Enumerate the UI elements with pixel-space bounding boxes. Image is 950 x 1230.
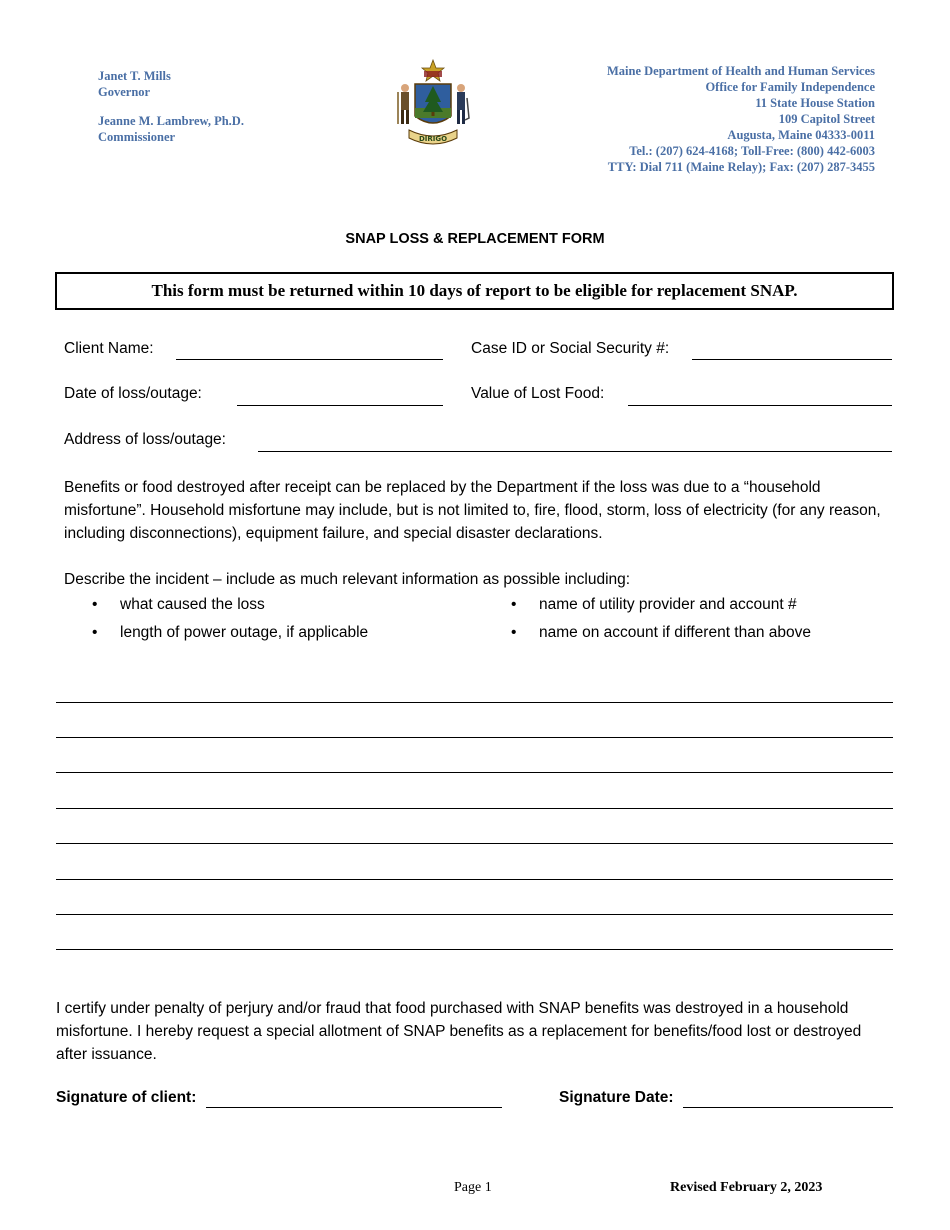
address-label: Address of loss/outage: — [64, 431, 226, 448]
bullet-icon: • — [92, 624, 98, 641]
value-lost-food-field[interactable] — [628, 405, 892, 406]
signature-label: Signature of client: — [56, 1089, 197, 1106]
commissioner-name: Jeanne M. Lambrew, Ph.D. — [98, 114, 244, 128]
incident-description-line[interactable] — [56, 737, 893, 738]
client-name-field[interactable] — [176, 359, 443, 360]
page-number: Page 1 — [454, 1180, 492, 1195]
seal-banner-text: DIRIGO — [418, 135, 448, 143]
incident-description-line[interactable] — [56, 702, 893, 703]
value-lost-food-label: Value of Lost Food: — [471, 385, 605, 402]
signature-date-field[interactable] — [683, 1107, 893, 1108]
date-of-loss-field[interactable] — [237, 405, 443, 406]
incident-description-line[interactable] — [56, 914, 893, 915]
incident-description-line[interactable] — [56, 879, 893, 880]
office-name: Office for Family Independence — [705, 80, 875, 94]
signature-date-label: Signature Date: — [559, 1089, 674, 1106]
household-misfortune-explanation: Benefits or food destroyed after receipt can be replaced by the Department if the loss was due to a “household misfortune”. Household misfortune may include, but is not limited to, fire, flood, storm, loss of electricity (for any reason, including disconnections), equipment failure, and special disaster declarations. — [64, 479, 881, 542]
client-name-label: Client Name: — [64, 340, 154, 357]
describe-incident-prompt: Describe the incident – include as much relevant information as possible including: — [64, 571, 631, 588]
bullet-list-right — [511, 596, 811, 652]
address-line-2: 109 Capitol Street — [778, 112, 875, 126]
address-field[interactable] — [258, 451, 892, 452]
list-item: • what caused the loss — [92, 596, 368, 624]
list-item: • name on account if different than above — [511, 624, 811, 652]
officials-block — [98, 68, 244, 145]
list-item: • length of power outage, if applicable — [92, 624, 368, 652]
maine-state-seal-icon — [393, 58, 473, 150]
tty-fax: TTY: Dial 711 (Maine Relay); Fax: (207) 287-3455 — [607, 160, 875, 174]
notice-text: This form must be returned within 10 days of report to be eligible for replacement SNAP. — [151, 281, 798, 300]
bullet-icon: • — [92, 596, 98, 613]
incident-description-line[interactable] — [56, 949, 893, 950]
commissioner-title: Commissioner — [98, 130, 176, 144]
incident-description-line[interactable] — [56, 808, 893, 809]
signature-field[interactable] — [206, 1107, 502, 1108]
incident-description-line[interactable] — [56, 772, 893, 773]
department-name: Maine Department of Health and Human Services — [606, 64, 875, 78]
address-line-1: 11 State House Station — [755, 96, 875, 110]
list-item: • name of utility provider and account # — [511, 596, 811, 624]
certification-statement: I certify under penalty of perjury and/or fraud that food purchased with SNAP benefits was destroyed in a household misfortune. I hereby request a special allotment of SNAP benefits as a replacement for benefits/food lost or destroyed after issuance. — [56, 1000, 862, 1063]
date-of-loss-label: Date of loss/outage: — [64, 385, 202, 402]
return-deadline-notice — [55, 272, 894, 310]
department-contact-block — [607, 63, 875, 175]
incident-description-line[interactable] — [56, 843, 893, 844]
bullet-icon: • — [511, 624, 517, 641]
bullet-icon: • — [511, 596, 517, 613]
case-id-label: Case ID or Social Security #: — [471, 340, 670, 357]
governor-name: Janet T. Mills — [98, 69, 171, 83]
governor-title: Governor — [98, 85, 151, 99]
bullet-list-left — [92, 596, 368, 652]
case-id-field[interactable] — [692, 359, 892, 360]
city-state-zip: Augusta, Maine 04333-0011 — [727, 128, 875, 142]
revision-date: Revised February 2, 2023 — [670, 1180, 823, 1195]
form-title: SNAP LOSS & REPLACEMENT FORM — [345, 231, 605, 247]
phone-numbers: Tel.: (207) 624-4168; Toll-Free: (800) 442-6003 — [629, 144, 875, 158]
